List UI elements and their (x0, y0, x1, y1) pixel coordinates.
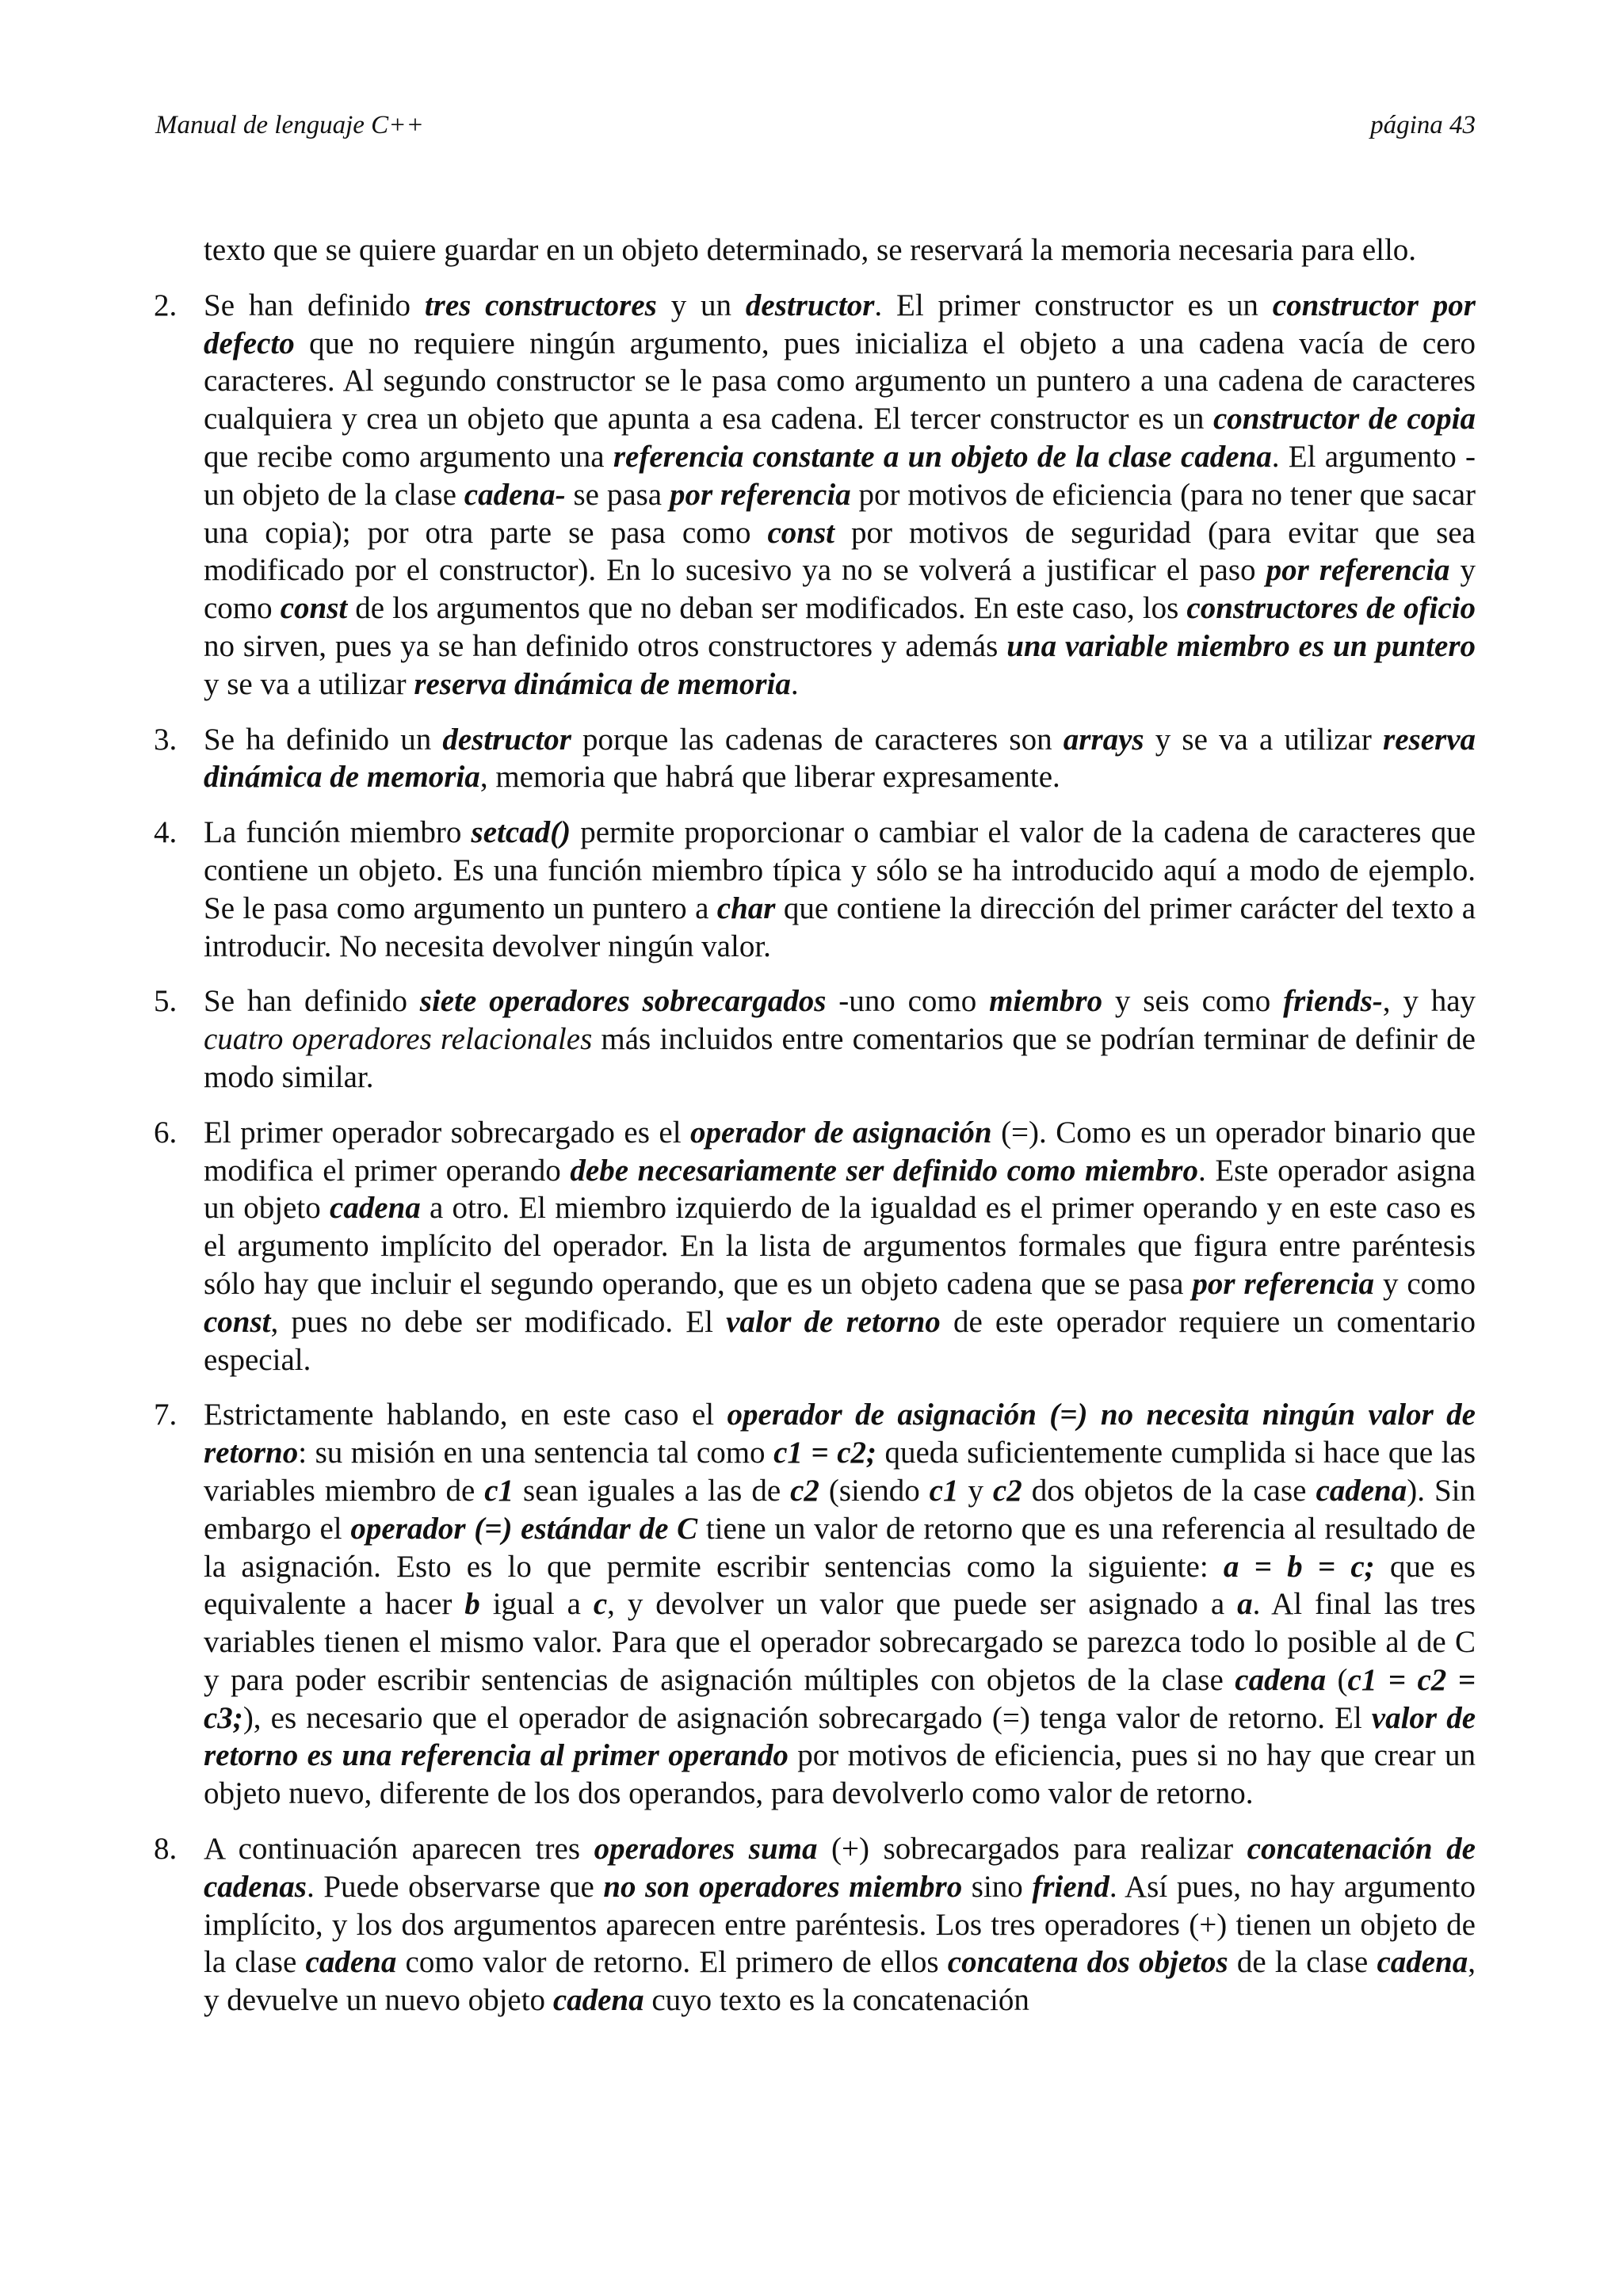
emphasis-text: c1 = c2; (773, 1436, 876, 1470)
text-run: , pues no debe ser modificado. El (270, 1304, 727, 1339)
text-run: Se ha definido un (204, 722, 443, 757)
list-item (154, 814, 1476, 965)
text-run: El primer operador sobrecargado es el (204, 1115, 691, 1150)
emphasis-text: const (767, 515, 834, 550)
emphasis-text: c1 (929, 1473, 959, 1508)
text-run: ), es necesario que el operador de asignación sobrecargado (=) tenga valor de retorno. El (242, 1700, 1372, 1735)
emphasis-text: por referencia (670, 477, 851, 512)
list-item-number: 2. (154, 288, 178, 322)
text-run: sino (962, 1869, 1033, 1904)
intro-paragraph (204, 231, 1476, 269)
emphasis-text: destructor (442, 722, 571, 757)
text-run: y seis como (1102, 984, 1284, 1019)
emphasis-text: const (280, 591, 348, 626)
emphasis-text: debe necesariamente ser definido como miembro (570, 1153, 1198, 1188)
text-run: y se va a utilizar (204, 666, 414, 701)
emphasis-text: constructores de oficio (1186, 591, 1476, 626)
text-run: a otro. El miembro izquierdo de la igualdad es el primer operando y en este caso es el argumento implícito del operador. En la lista de argumentos formales que figura entre paréntesis sólo hay que incluir el segundo operando, que es un objeto cadena que se pasa (204, 1191, 1476, 1301)
document-body (154, 231, 1476, 2019)
emphasis-text: valor de retorno (726, 1304, 941, 1339)
emphasis-text: concatena dos objetos (947, 1945, 1228, 1980)
text-run: y se va a utilizar (1144, 722, 1384, 757)
list-item (154, 982, 1476, 1096)
emphasis-text: cadena (305, 1945, 397, 1980)
text-run: : su misión en una sentencia tal como (298, 1436, 774, 1470)
text-run: por motivos de seguridad (para evitar que sea modificado por el constructor). En lo sucesivo ya no se volverá a justificar el paso (204, 515, 1476, 588)
emphasis-text: concatenación de cadenas (204, 1832, 1476, 1904)
emphasis-text: a = b = c; (1223, 1549, 1375, 1584)
emphasis-text: operadores suma (594, 1832, 818, 1867)
emphasis-text: friends- (1283, 984, 1383, 1019)
text-run: porque las cadenas de caracteres son (571, 722, 1064, 757)
text-run: y como (1374, 1266, 1476, 1301)
text-run: La función miembro (204, 815, 472, 850)
list-item-number: 3. (154, 722, 178, 757)
text-run: sean iguales a las de (514, 1473, 791, 1508)
text-run: permite proporcionar o cambiar el valor de la cadena de caracteres que contiene un objeto. Es una función miembro típica y sólo se ha introducido aquí a modo de ejemplo. Se le pasa como argumento un puntero a (204, 815, 1476, 925)
text-run: igual a (479, 1587, 594, 1622)
page-number: página 43 (1370, 111, 1476, 139)
emphasis-text: destructor (745, 288, 875, 322)
emphasis-text: char (716, 891, 776, 925)
list-item-number: 5. (154, 984, 178, 1019)
text-run: , memoria que habrá que liberar expresamente. (479, 760, 1060, 795)
text-run: . (790, 666, 799, 701)
emphasis-text: a (1237, 1587, 1253, 1622)
emphasis-text: c (593, 1587, 608, 1622)
text-run: dos objetos de la case (1022, 1473, 1316, 1508)
text-run: que es equivalente a hacer (204, 1549, 1476, 1622)
text-run: de la clase (1228, 1945, 1377, 1980)
text-run: . Al final las tres variables tienen el mismo valor. Para que el operador sobrecargado se parezca todo lo posible al de C y para poder escribir sentencias de asignación múltiples con objetos de la clase (204, 1587, 1476, 1697)
emphasis-text: c1 = c2 = c3; (204, 1662, 1476, 1735)
emphasis-text: b (464, 1587, 480, 1622)
list-item-text (204, 1396, 1476, 1813)
text-run: texto que se quiere guardar en un objeto determinado, se reservará la memoria necesaria para ello. (204, 233, 1417, 267)
text-run: . El argumento -un objeto de la clase (204, 439, 1476, 512)
text-run: como valor de retorno. El primero de ellos (396, 1945, 948, 1980)
text-run: por motivos de eficiencia, pues si no hay que crear un objeto nuevo, diferente de los dos operandos, para devolverlo como valor de retorno. (204, 1738, 1476, 1811)
emphasis-text: no son operadores miembro (603, 1869, 963, 1904)
text-run: , y hay (1382, 984, 1476, 1019)
text-run: y como (204, 553, 1476, 626)
emphasis-text: cuatro operadores relacionales (204, 1022, 593, 1057)
list-item (154, 287, 1476, 704)
text-run: de este operador requiere un comentario especial. (204, 1304, 1476, 1377)
list-item-number: 7. (154, 1398, 178, 1432)
text-run: queda suficientemente cumplida si hace que las variables miembro de (204, 1436, 1476, 1508)
header-title: Manual de lenguaje C++ (155, 111, 424, 139)
text-run: Se han definido (204, 288, 425, 322)
list-item-text (204, 814, 1476, 965)
text-run: (+) sobrecargados para realizar (817, 1832, 1247, 1867)
list-item-text (204, 1830, 1476, 2019)
page-header (155, 111, 1476, 151)
emphasis-text: operador de asignación (690, 1115, 992, 1150)
emphasis-text: reserva dinámica de memoria (204, 722, 1476, 795)
list-item (154, 1830, 1476, 2019)
text-run: (siendo (819, 1473, 930, 1508)
emphasis-text: c1 (484, 1473, 514, 1508)
emphasis-text: tres constructores (424, 288, 657, 322)
text-run: ). Sin embargo el (204, 1473, 1476, 1546)
text-run: Estrictamente hablando, en este caso el (204, 1398, 727, 1432)
text-run: . Así pues, no hay argumento implícito, y los dos argumentos aparecen entre paréntesis. Los tres operadores (+) tienen un objeto de la clase (204, 1869, 1476, 1980)
text-run: tiene un valor de retorno que es una referencia al resultado de la asignación. Esto es lo que permite escribir sentencias como la siguiente: (204, 1511, 1476, 1584)
text-run: más incluidos entre comentarios que se podrían terminar de definir de modo similar. (204, 1022, 1476, 1094)
text-run: , y devuelve un nuevo objeto (204, 1945, 1476, 2018)
emphasis-text: cadena (329, 1191, 421, 1226)
emphasis-text: constructor de copia (1212, 402, 1476, 437)
list-item-text (204, 287, 1476, 704)
text-run: que contiene la dirección del primer carácter del texto a introducir. No necesita devolver ningún valor. (204, 891, 1476, 963)
text-run: Se han definido (204, 984, 420, 1019)
list-item-text (204, 1114, 1476, 1379)
text-run: . Este operador asigna un objeto (204, 1153, 1476, 1226)
text-run: no sirven, pues ya se han definido otros constructores y además (204, 628, 1007, 663)
list-item-number: 4. (154, 815, 178, 850)
text-run: (=). Como es un operador binario que modifica el primer operando (204, 1115, 1476, 1188)
emphasis-text: cadena (1316, 1473, 1407, 1508)
text-run: A continuación aparecen tres (204, 1832, 594, 1867)
emphasis-text: cadena (552, 1983, 644, 2018)
emphasis-text: valor de retorno es una referencia al primer operando (204, 1700, 1476, 1773)
emphasis-text: const (204, 1304, 271, 1339)
text-run: y un (656, 288, 746, 322)
list-item (154, 721, 1476, 797)
text-run: ( (1326, 1662, 1348, 1697)
emphasis-text: constructor por defecto (204, 288, 1476, 360)
emphasis-text: siete operadores sobrecargados (419, 984, 827, 1019)
numbered-list (154, 287, 1476, 2019)
emphasis-text: reserva dinámica de memoria (414, 666, 791, 701)
emphasis-text: referencia constante a un objeto de la clase cadena (613, 439, 1272, 474)
emphasis-text: setcad() (471, 815, 571, 850)
emphasis-text: operador de asignación (=) no necesita ningún valor de retorno (204, 1398, 1476, 1470)
text-run: que no requiere ningún argumento, pues inicializa el objeto a una cadena vacía de cero caracteres. Al segundo constructor se le pasa como argumento un puntero a una cadena de caracteres cualquiera y crea un objeto que apunta a esa cadena. El tercer constructor es un (204, 326, 1476, 437)
text-run: cuyo texto es la concatenación (643, 1983, 1029, 2018)
emphasis-text: arrays (1063, 722, 1144, 757)
text-run: se pasa (565, 477, 670, 512)
text-run: -uno como (826, 984, 990, 1019)
emphasis-text: c2 (992, 1473, 1022, 1508)
text-run: . Puede observarse que (307, 1869, 604, 1904)
list-item (154, 1114, 1476, 1379)
emphasis-text: cadena (1377, 1945, 1468, 1980)
text-run: de los argumentos que no deban ser modificados. En este caso, los (347, 591, 1187, 626)
text-run: , y devolver un valor que puede ser asignado a (607, 1587, 1238, 1622)
emphasis-text: por referencia (1266, 553, 1450, 588)
emphasis-text: por referencia (1192, 1266, 1375, 1301)
list-item-text (204, 982, 1476, 1096)
list-item-number: 6. (154, 1115, 178, 1150)
emphasis-text: friend (1032, 1869, 1109, 1904)
emphasis-text: cadena (1235, 1662, 1327, 1697)
emphasis-text: operador (=) estándar de C (350, 1511, 698, 1546)
text-run: que recibe como argumento una (204, 439, 613, 474)
list-item-number: 8. (154, 1832, 178, 1867)
text-run: . El primer constructor es un (874, 288, 1273, 322)
emphasis-text: miembro (989, 984, 1103, 1019)
list-item-text (204, 721, 1476, 797)
emphasis-text: una variable miembro es un puntero (1006, 628, 1476, 663)
emphasis-text: cadena- (464, 477, 566, 512)
emphasis-text: c2 (790, 1473, 819, 1508)
text-run: y (958, 1473, 993, 1508)
list-item (154, 1396, 1476, 1813)
text-run: por motivos de eficiencia (para no tener que sacar una copia); por otra parte se pasa como (204, 477, 1476, 550)
